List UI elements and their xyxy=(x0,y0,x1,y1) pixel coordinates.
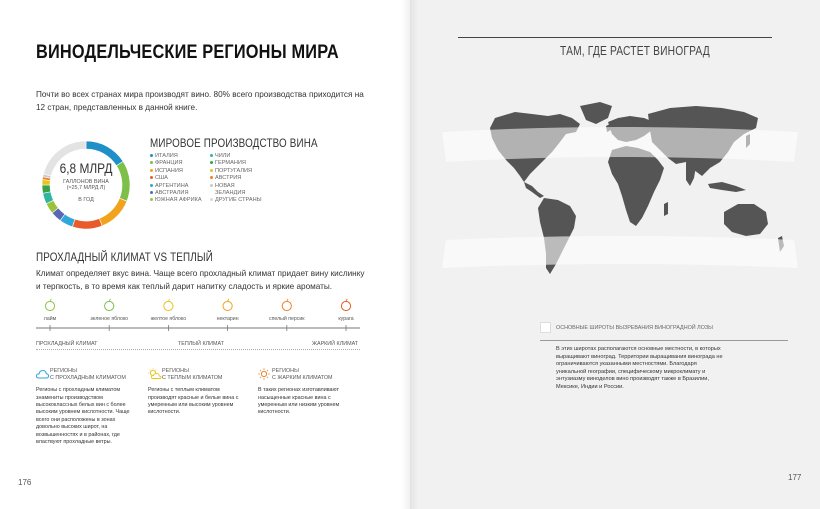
fruit-marker xyxy=(338,299,353,331)
legend-swatch-dot xyxy=(150,154,153,157)
region-warm-line2: С ТЕПЛЫМ КЛИМАТОМ xyxy=(162,374,223,381)
legend-item-label: АВСТРИЯ xyxy=(215,175,242,182)
india xyxy=(686,162,696,186)
fruit-label: спелый персик xyxy=(269,316,305,322)
fruit-label: курага xyxy=(338,316,354,322)
climate-text: Климат определяет вкус вина. Чаще всего прохладный климат придает вину кислинку и терпкость, в то время как теплый дарит напитку сладость и яркие ароматы. xyxy=(36,269,365,291)
fruit-icon xyxy=(105,301,114,310)
region-hot xyxy=(258,368,356,417)
fruit-marker xyxy=(217,299,239,331)
legend-item-label: АРГЕНТИНА xyxy=(155,182,189,189)
donut-center-text xyxy=(38,160,134,203)
scale-label-hot: ЖАРКИЙ КЛИМАТ xyxy=(312,341,359,347)
region-warm xyxy=(148,368,246,417)
fruit-label: желтое яблоко xyxy=(150,316,187,322)
legend-swatch-dot xyxy=(210,154,213,157)
indonesia xyxy=(708,182,746,192)
fruit-marker xyxy=(90,299,128,331)
donut-slice xyxy=(72,218,102,229)
legend-item xyxy=(210,175,280,182)
title-rule xyxy=(458,37,772,38)
world-map xyxy=(440,88,800,288)
legend-column-right xyxy=(210,153,280,205)
africa xyxy=(608,146,664,226)
legend-swatch-dot xyxy=(210,176,213,179)
region-warm-text: Регионы с теплым климатом производят красные и белые вина с умеренным или высоким уровнем кислотности. xyxy=(148,387,239,416)
production-unit-note: (≈25,7 МЛРД Л) xyxy=(66,185,106,191)
cloud-icon xyxy=(36,369,49,379)
production-unit: ГАЛЛОНОВ ВИНА xyxy=(63,179,109,185)
fruit-label: зеленое яблоко xyxy=(90,316,129,322)
region-hot-text: В таких регионах изготавливают насыщенные красные вина с умеренным или низким уровнем кислотности. xyxy=(258,387,340,416)
region-hot-line2: С ЖАРКИМ КЛИМАТОМ xyxy=(272,374,333,381)
map-legend-label: ОСНОВНЫЕ ШИРОТЫ ВЫЗРЕВАНИЯ ВИНОГРАДНОЙ ЛОЗЫ xyxy=(556,325,713,331)
production-value: 6,8 МЛРД xyxy=(59,160,113,176)
region-cool xyxy=(36,368,134,446)
legend-swatch-dot xyxy=(150,169,153,172)
legend-item-label: ЗЕЛАНДИЯ xyxy=(215,190,246,197)
legend-item-label: ЧИЛИ xyxy=(215,153,231,159)
fruit-label: нектарин xyxy=(216,316,239,322)
fruit-label: лайм xyxy=(43,316,57,322)
legend-item-label: НОВАЯ xyxy=(215,182,235,189)
region-cool-line1: РЕГИОНЫ xyxy=(50,368,77,374)
intro-text: Почти во всех странах мира производят вино. 80% всего производства приходится на 12 стран, представленных в данной книге. xyxy=(36,90,364,112)
sun-cloud-icon xyxy=(148,368,162,379)
legend-item-label: ПОРТУГАЛИЯ xyxy=(215,167,253,174)
scale-divider xyxy=(36,349,360,350)
legend-item xyxy=(210,153,280,160)
legend-swatch-dot xyxy=(210,169,213,172)
page-title: ВИНОДЕЛЬЧЕСКИЕ РЕГИОНЫ МИРА xyxy=(36,42,339,63)
legend-item-label: ИСПАНИЯ xyxy=(155,167,183,174)
region-warm-line1: РЕГИОНЫ xyxy=(162,368,189,374)
fruit-icon xyxy=(223,301,232,310)
legend-swatch-dot xyxy=(210,161,213,164)
fruit-icon xyxy=(45,301,54,310)
northern-wine-belt xyxy=(442,127,798,162)
legend-swatch-dot xyxy=(210,184,213,187)
climate-scale xyxy=(36,298,366,340)
legend-item xyxy=(210,190,280,197)
page-number-left: 176 xyxy=(18,478,32,487)
southern-wine-belt xyxy=(442,236,798,268)
madagascar xyxy=(664,202,668,216)
legend-swatch xyxy=(540,322,551,333)
fruit-marker xyxy=(269,299,305,331)
legend-swatch-dot xyxy=(150,184,153,187)
page-number-right: 177 xyxy=(788,473,802,482)
fruit-marker xyxy=(151,299,187,331)
production-heading: МИРОВОЕ ПРОИЗВОДСТВО ВИНА xyxy=(150,136,318,150)
fruit-marker xyxy=(44,299,57,331)
legend-item-label: ЮЖНАЯ АФРИКА xyxy=(155,197,202,204)
legend-item xyxy=(210,183,280,190)
legend-swatch-dot xyxy=(150,198,153,201)
australia xyxy=(724,204,768,236)
legend-swatch-dot xyxy=(150,161,153,164)
legend-item xyxy=(210,197,280,204)
map-description: В этих широтах располагаются основные местности, в которых выращивают виноград. Территории выращивания винограда не ограничиваются указанными местностями. Благодаря уникальной географии, специфическому микроклимату и энтузиазму виноделов вино производят также в Бразилии, Мексике, Индии и России. xyxy=(556,346,723,390)
legend-item-label: ГЕРМАНИЯ xyxy=(215,160,246,167)
legend-item xyxy=(210,168,280,175)
legend-swatch-dot xyxy=(150,176,153,179)
region-hot-line1: РЕГИОНЫ xyxy=(272,368,299,374)
legend-swatch-dot xyxy=(150,191,153,194)
production-period: В ГОД xyxy=(78,197,94,203)
legend-item-label: США xyxy=(155,175,168,182)
legend-rule xyxy=(540,340,788,341)
legend-item-label: ДРУГИЕ СТРАНЫ xyxy=(215,197,262,204)
legend-swatch-dot xyxy=(210,198,213,201)
climate-heading: ПРОХЛАДНЫЙ КЛИМАТ VS ТЕПЛЫЙ xyxy=(36,250,214,264)
greenland xyxy=(580,102,612,124)
legend-item xyxy=(210,160,280,167)
legend-item-label: ИТАЛИЯ xyxy=(155,153,178,159)
region-cool-text: Регионы с прохладным климатом знамениты производством высококлассных белых вин с более высоким уровнем кислотности. Чаще всего они расположены в зонах довольно высоких широт, на возвышенностях и в районах, где властвуют прохладные ветры. xyxy=(36,387,130,446)
fruit-icon xyxy=(164,301,173,310)
central-america xyxy=(524,182,544,198)
sun-icon xyxy=(258,368,270,380)
scale-label-warm: ТЕПЛЫЙ КЛИМАТ xyxy=(178,341,224,347)
fruit-icon xyxy=(341,301,350,310)
region-cool-line2: С ПРОХЛАДНЫМ КЛИМАТОМ xyxy=(50,374,126,381)
fruit-icon xyxy=(282,301,291,310)
map-title: ТАМ, ГДЕ РАСТЕТ ВИНОГРАД xyxy=(560,44,710,58)
legend-item-label: ФРАНЦИЯ xyxy=(155,160,183,167)
scale-label-cool: ПРОХЛАДНЫЙ КЛИМАТ xyxy=(36,341,98,347)
legend-item-label: АВСТРАЛИЯ xyxy=(155,190,189,197)
right-page xyxy=(410,0,820,509)
